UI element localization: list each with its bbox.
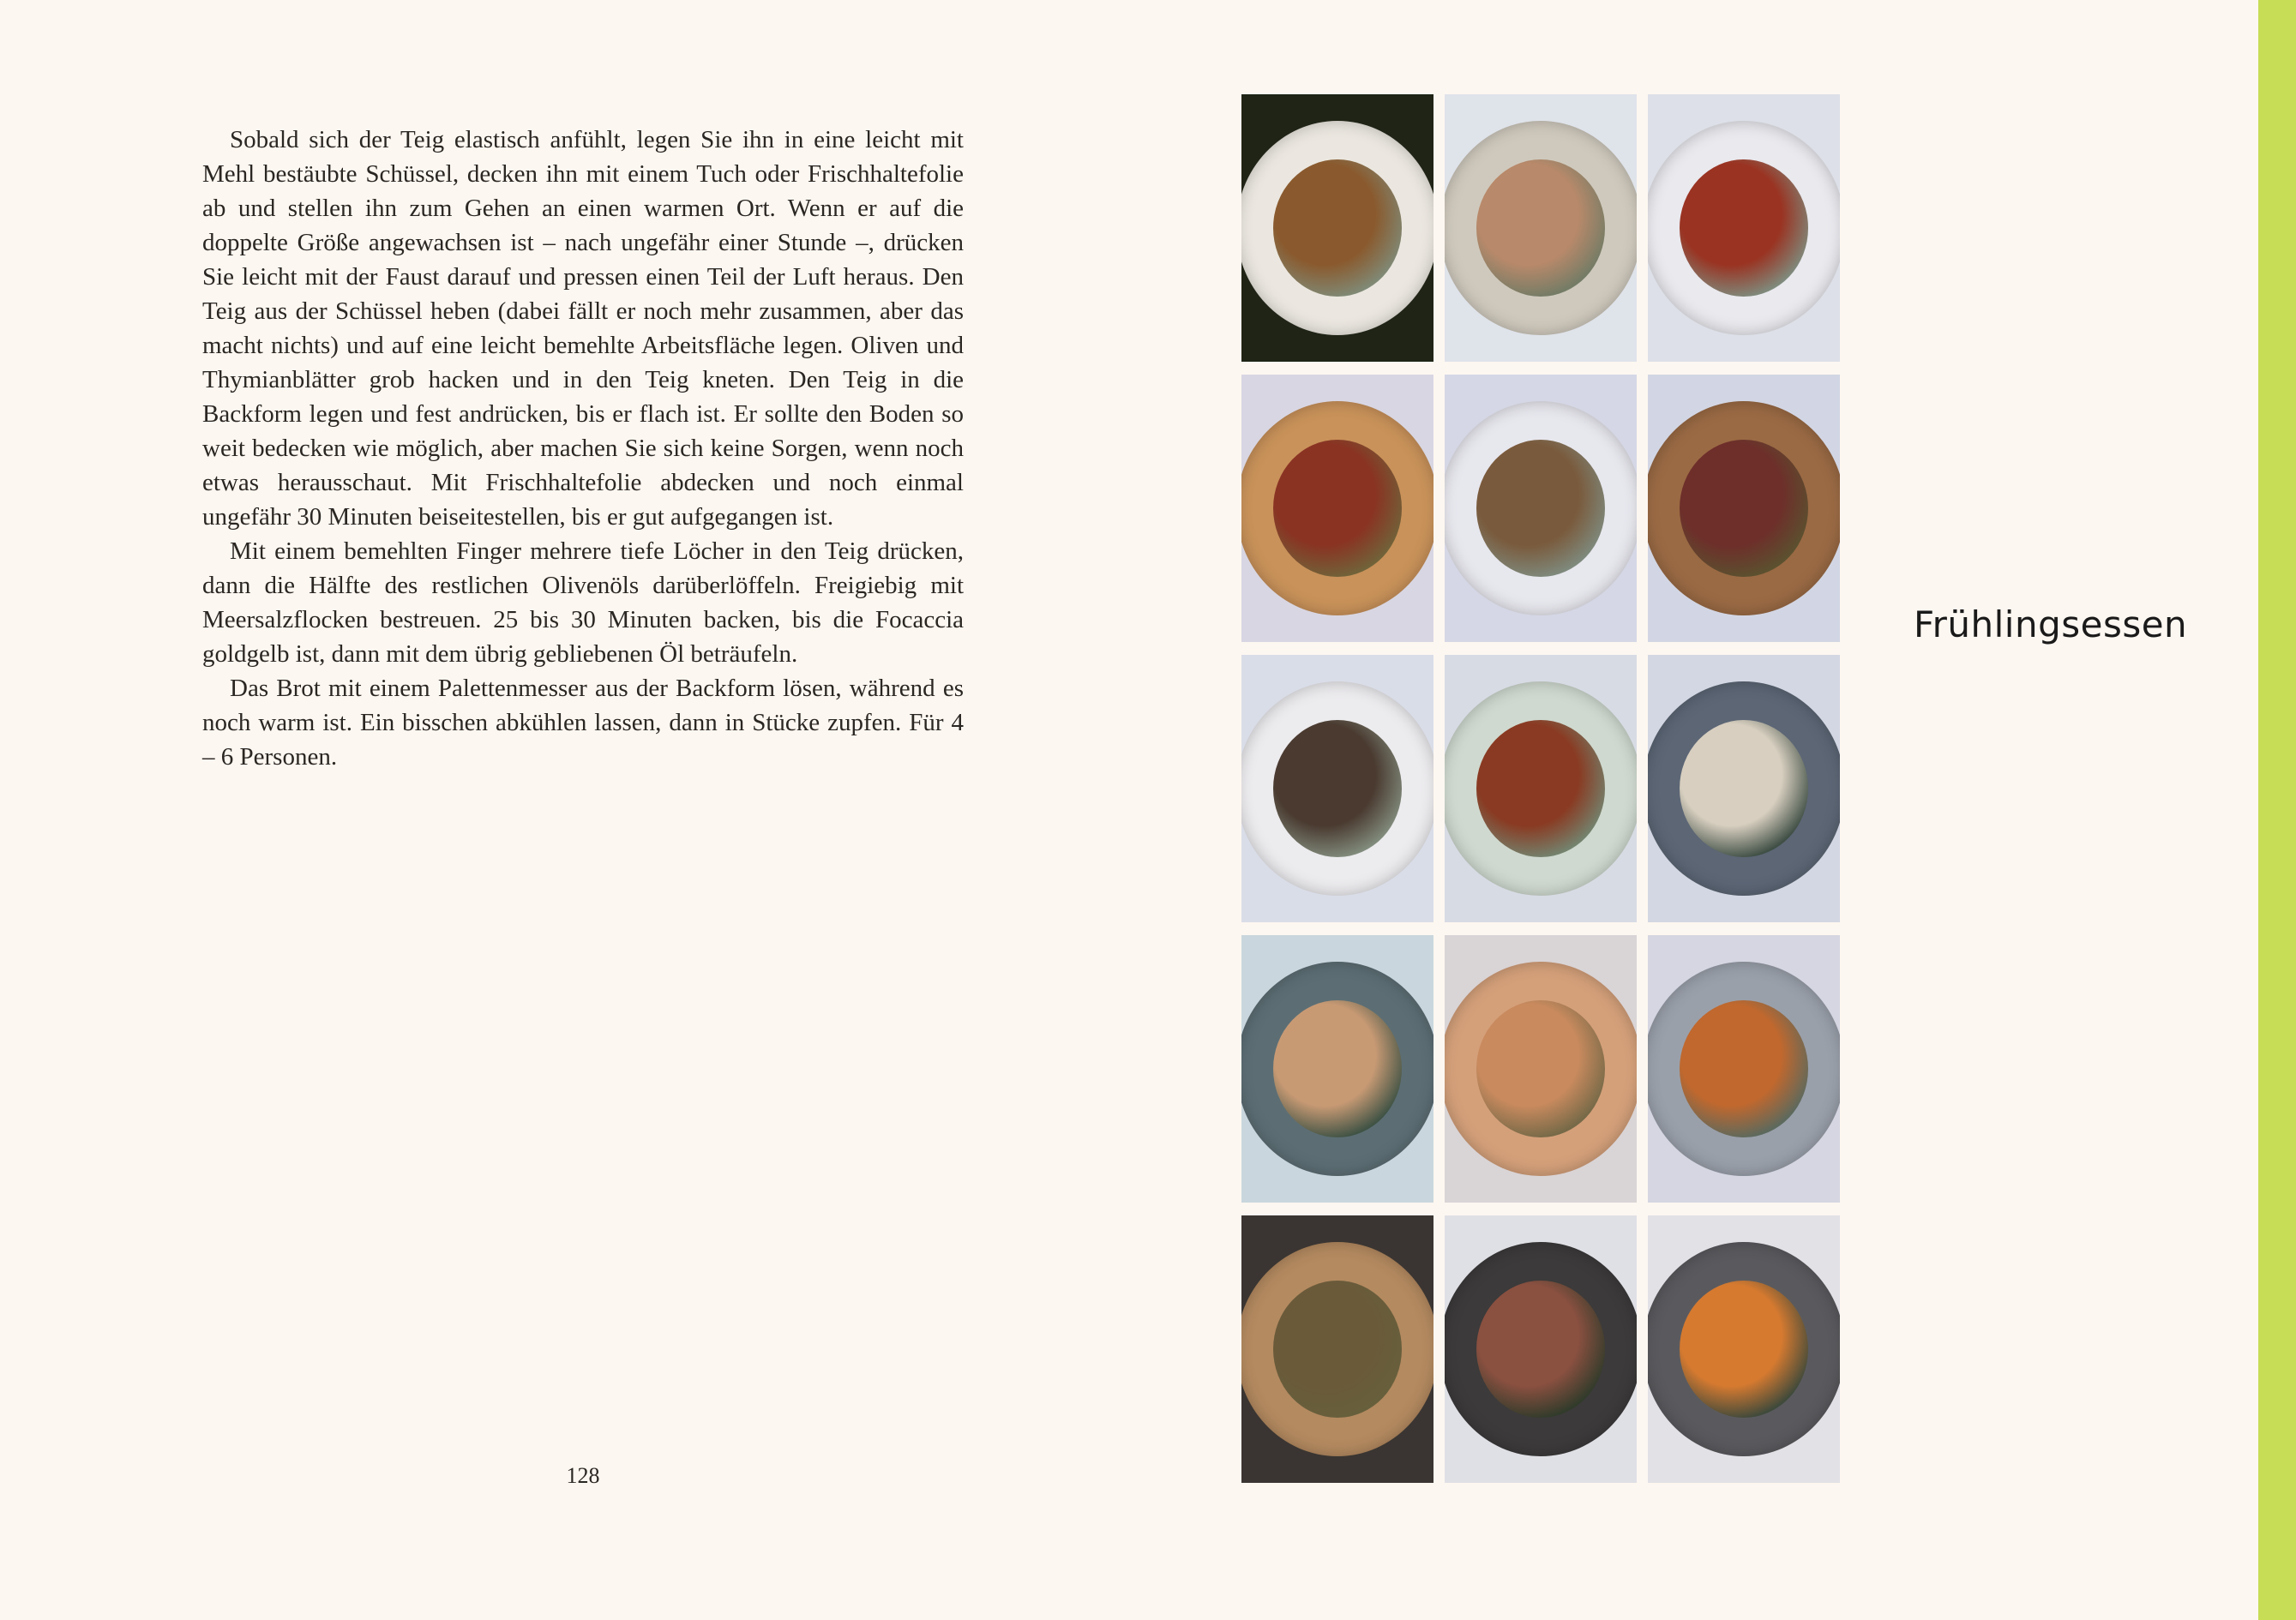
dish-photo-3 xyxy=(1648,94,1840,362)
food-icon xyxy=(1476,440,1605,577)
dish-photo-10 xyxy=(1241,935,1433,1203)
food-icon xyxy=(1476,1000,1605,1137)
food-icon xyxy=(1680,720,1808,857)
paragraph-3: Das Brot mit einem Palettenmesser aus der Backform lösen, während es noch warm ist. Ein bisschen abkühlen lassen, dann in Stücke zupfen. Für 4 – 6 Personen. xyxy=(202,675,964,771)
dish-photo-7 xyxy=(1241,655,1433,922)
food-icon xyxy=(1680,1000,1808,1137)
recipe-text xyxy=(202,123,964,774)
food-icon xyxy=(1273,1281,1402,1418)
paragraph-2: Mit einem bemehlten Finger mehrere tiefe Löcher in den Teig drücken, dann die Hälfte des restlichen Olivenöls darüberlöffeln. Freigiebig mit Meersalzflocken bestreuen. 25 bis 30 Minuten backen, bis die Focaccia goldgelb ist, dann mit dem übrig gebliebenen Öl beträufeln. xyxy=(202,537,964,668)
page-edge-bar xyxy=(2258,0,2296,1620)
food-icon xyxy=(1273,159,1402,297)
food-icon xyxy=(1273,720,1402,857)
dish-photo-11 xyxy=(1445,935,1637,1203)
dish-photo-1 xyxy=(1241,94,1433,362)
dish-photo-12 xyxy=(1648,935,1840,1203)
page-number: 128 xyxy=(566,1463,600,1488)
food-icon xyxy=(1273,1000,1402,1137)
food-icon xyxy=(1273,440,1402,577)
food-icon xyxy=(1476,1281,1605,1418)
dish-photo-2 xyxy=(1445,94,1637,362)
section-title: Frühlingsessen xyxy=(1914,603,2188,645)
dish-photo-15 xyxy=(1648,1215,1840,1483)
dish-photo-6 xyxy=(1648,375,1840,642)
dish-photo-4 xyxy=(1241,375,1433,642)
dish-photo-9 xyxy=(1648,655,1840,922)
food-icon xyxy=(1476,720,1605,857)
dish-photo-5 xyxy=(1445,375,1637,642)
dish-photo-8 xyxy=(1445,655,1637,922)
paragraph-1: Sobald sich der Teig elastisch anfühlt, legen Sie ihn in eine leicht mit Mehl bestäubte Schüssel, decken ihn mit einem Tuch oder Frischhaltefolie ab und stellen ihn zum Gehen an einen warmen Ort. Wenn er auf die doppelte Größe angewachsen ist – nach ungefähr einer Stunde –, drücken Sie leicht mit der Faust darauf und pressen einen Teil der Luft heraus. Den Teig aus der Schüssel heben (dabei fällt er noch mehr zusammen, aber das macht nichts) und auf eine leicht bemehlte Arbeitsfläche legen. Oliven und Thymianblätter grob hacken und in den Teig kneten. Den Teig in die Backform legen und fest andrücken, bis er flach ist. Er sollte den Boden so weit bedecken wie möglich, aber machen Sie sich keine Sorgen, wenn noch etwas herausschaut. Mit Frischhaltefolie abdecken und noch einmal ungefähr 30 Minuten beiseitestellen, bis er gut aufgegangen ist. xyxy=(202,126,964,531)
dish-photo-13 xyxy=(1241,1215,1433,1483)
photo-grid xyxy=(1241,94,1840,1486)
food-icon xyxy=(1476,159,1605,297)
dish-photo-14 xyxy=(1445,1215,1637,1483)
food-icon xyxy=(1680,1281,1808,1418)
food-icon xyxy=(1680,159,1808,297)
food-icon xyxy=(1680,440,1808,577)
